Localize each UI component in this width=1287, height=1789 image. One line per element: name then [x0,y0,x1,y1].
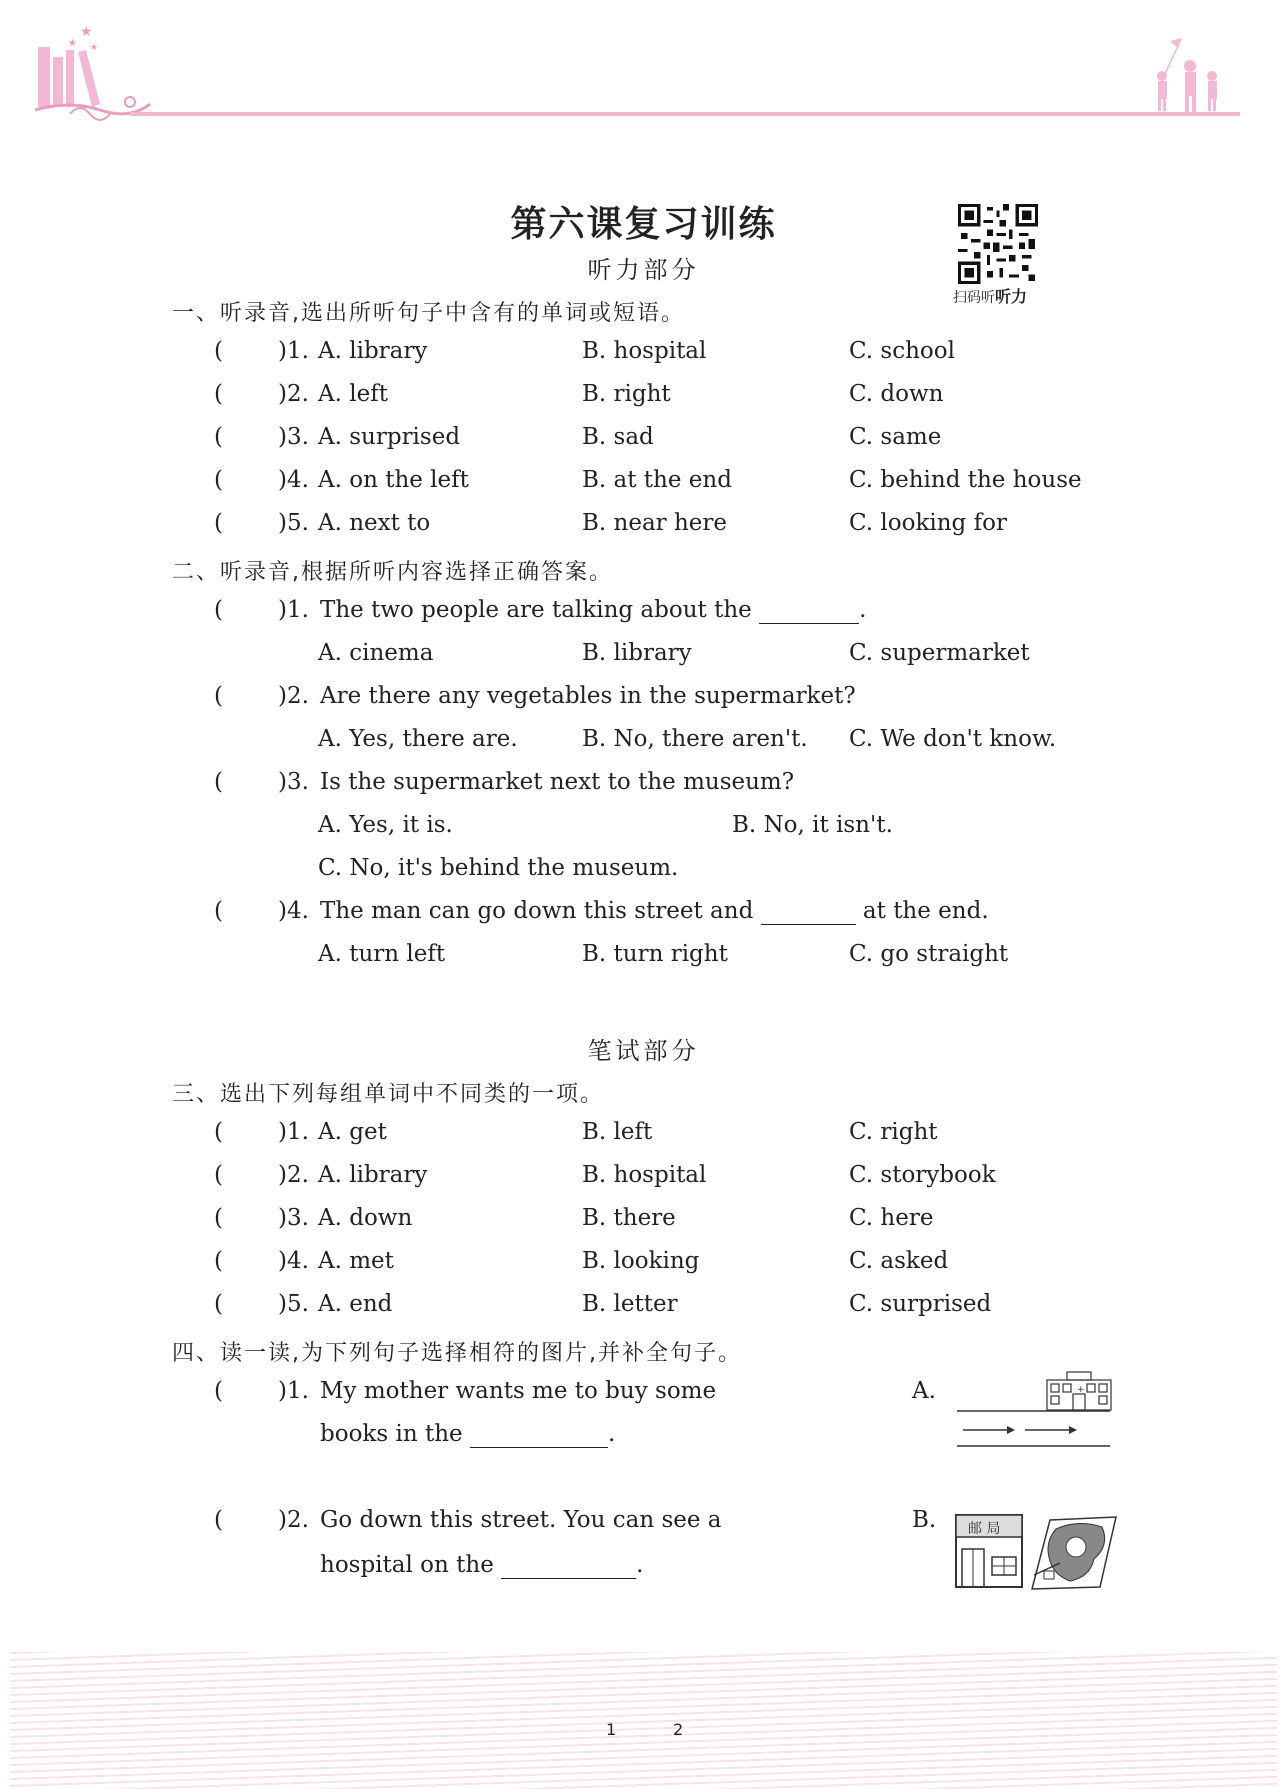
street-hospital-picture [955,1370,1115,1452]
answer-blank[interactable]: ( [214,898,223,924]
header-rule [130,112,1240,116]
answer-blank[interactable]: ( [214,467,223,493]
fill-blank[interactable] [761,898,856,925]
page-number-right: 2 [673,1720,684,1739]
question: ( )2. Are there any vegetables in the supermarket? [214,683,856,709]
question-line2: hospital on the . [320,1552,644,1578]
footer-band [10,1652,1277,1789]
answer-blank[interactable]: ( [214,510,223,536]
list-item: ( )5. A. next to B. near here C. looking for [214,510,1007,536]
qr-code-icon[interactable] [958,204,1038,284]
section3-heading: 三、选出下列每组单词中不同类的一项。 [172,1082,605,1107]
svg-text:★: ★ [90,43,99,53]
answer-blank[interactable]: ( [214,338,223,364]
svg-text:邮 局: 邮 局 [968,1521,1001,1537]
picture-a-label: A. [912,1378,936,1404]
options-row: A. turn left B. turn right C. go straight [318,941,1009,967]
list-item: ( )4. A. met B. looking C. asked [214,1248,949,1274]
answer-blank[interactable]: ( [214,1507,223,1533]
page-number-left: 1 [606,1720,617,1739]
page-title: 第六课复习训练 [510,203,777,245]
picture-b-label: B. [912,1507,937,1533]
answer-blank[interactable]: ( [214,1378,223,1404]
list-item: ( )5. A. end B. letter C. surprised [214,1291,992,1317]
fill-blank[interactable] [470,1421,608,1448]
options-row: A. Yes, there are. B. No, there aren't. C. We don't know. [318,726,1057,752]
fill-blank[interactable] [501,1552,636,1579]
post-office-picture [954,1513,1026,1590]
list-item: ( )1. A. library B. hospital C. school [214,338,955,364]
answer-blank[interactable]: ( [214,424,223,450]
question: ( )2. Go down this street. You can see a B. [214,1507,937,1533]
question: ( )3. Is the supermarket next to the museum? [214,769,795,795]
answer-blank[interactable]: ( [214,1291,223,1317]
section1-heading: 一、听录音,选出所听句子中含有的单词或短语。 [172,301,685,326]
question-line2: books in the . [320,1421,616,1447]
answer-blank[interactable]: ( [214,769,223,795]
question: ( )1. The two people are talking about the . [214,597,867,623]
list-item: ( )4. A. on the left B. at the end C. behind the house [214,467,1082,493]
options-row: A. Yes, it is. B. No, it isn't. [318,812,893,838]
options-row: C. No, it's behind the museum. [318,855,679,881]
list-item: ( )2. A. left B. right C. down [214,381,944,407]
qr-caption: 扫码听听力 [953,287,1028,306]
options-row: A. cinema B. library C. supermarket [318,640,1030,666]
answer-blank[interactable]: ( [214,381,223,407]
list-item: ( )2. A. library B. hospital C. storybook [214,1162,996,1188]
svg-text:+: + [1077,1385,1085,1395]
question: ( )1. My mother wants me to buy some A. [214,1378,936,1404]
answer-blank[interactable]: ( [214,1205,223,1231]
list-item: ( )1. A. get B. left C. right [214,1119,938,1145]
section4-heading: 四、读一读,为下列句子选择相符的图片,并补全句子。 [172,1341,742,1366]
question: ( )4. The man can go down this street and at the end. [214,898,989,924]
answer-blank[interactable]: ( [214,1162,223,1188]
svg-text:★: ★ [80,24,93,40]
section2-heading: 二、听录音,根据所听内容选择正确答案。 [172,560,613,585]
svg-text:★: ★ [68,38,77,49]
answer-blank[interactable]: ( [214,683,223,709]
list-item: ( )3. A. surprised B. sad C. same [214,424,942,450]
map-picture [1030,1515,1118,1590]
children-kite-icon [1150,36,1240,116]
answer-blank[interactable]: ( [214,1248,223,1274]
fill-blank[interactable] [759,597,859,624]
list-item: ( )3. A. down B. there C. here [214,1205,934,1231]
listening-heading: 听力部分 [587,256,700,284]
writing-heading: 笔试部分 [587,1037,700,1065]
answer-blank[interactable]: ( [214,1119,223,1145]
answer-blank[interactable]: ( [214,597,223,623]
